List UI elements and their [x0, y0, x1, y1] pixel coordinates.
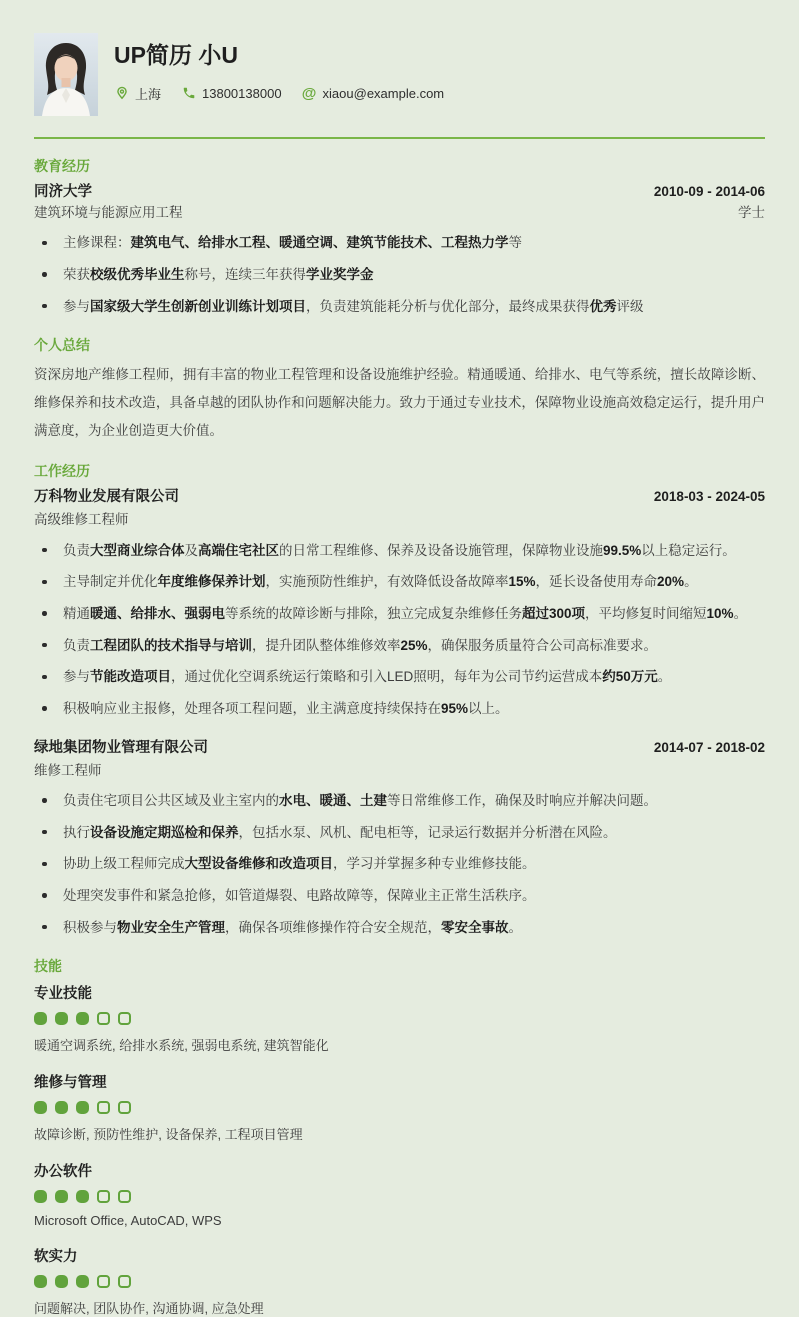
skill-name: 办公软件 — [34, 1164, 92, 1181]
company-name: 绿地集团物业管理有限公司 — [34, 739, 208, 756]
skill-detail: 故障诊断, 预防性维护, 设备保养, 工程项目管理 — [34, 1127, 303, 1143]
degree-name: 学士 — [738, 205, 765, 221]
summary-text: 资深房地产维修工程师，拥有丰富的物业工程管理和设备设施维护经验。精通暖通、给排水、电气等系统，擅长故障诊断、维修保养和技术改造，具备卓越的团队协作和问题解决能力。致力于通过专业技术，保障物业设施高效稳定运行，提升用户满意度，为企业创造更大价值。 — [34, 367, 765, 438]
jobs-container — [34, 487, 765, 939]
skill-block — [34, 1160, 765, 1228]
skill-name: 软实力 — [34, 1249, 78, 1266]
skill-block — [34, 1071, 765, 1143]
job-header-row — [34, 738, 765, 759]
skill-block — [34, 1245, 765, 1317]
bullet-item: 积极响应业主报修，处理各项工程问题，业主满意度持续保持在95%以上。 — [34, 698, 765, 721]
job-role: 高级维修工程师 — [34, 512, 129, 528]
skill-dot-empty — [97, 1190, 110, 1203]
skill-detail: 问题解决, 团队协作, 沟通协调, 应急处理 — [34, 1301, 264, 1317]
job-block — [34, 487, 765, 720]
header-divider — [34, 137, 765, 139]
skills-heading: 技能 — [34, 958, 62, 975]
education-major-row — [34, 203, 765, 223]
job-date: 2018-03 - 2024-05 — [653, 489, 765, 505]
resume-header — [34, 0, 765, 116]
contact-location — [114, 84, 161, 103]
skill-name: 专业技能 — [34, 986, 92, 1003]
major-name: 建筑环境与能源应用工程 — [34, 205, 183, 221]
skill-dot-filled — [55, 1275, 68, 1288]
skill-detail: 暖通空调系统, 给排水系统, 强弱电系统, 建筑智能化 — [34, 1038, 329, 1054]
skill-dot-filled — [55, 1012, 68, 1025]
bullet-item: 主修课程：建筑电气、给排水工程、暖通空调、建筑节能技术、工程热力学等 — [34, 232, 765, 255]
skill-name: 维修与管理 — [34, 1075, 107, 1092]
job-date: 2014-07 - 2018-02 — [653, 739, 765, 755]
skill-level-dots — [34, 1275, 765, 1288]
skill-dot-empty — [118, 1012, 131, 1025]
skill-level-dots — [34, 1012, 765, 1025]
section-education — [34, 156, 765, 318]
education-bullet-list — [34, 232, 765, 318]
at-icon: @ — [301, 84, 317, 102]
bullet-item: 协助上级工程师完成大型设备维修和改造项目，学习并掌握多种专业维修技能。 — [34, 853, 765, 876]
bullet-item: 执行设备设施定期巡检和保养，包括水泵、风机、配电柜等，记录运行数据并分析潜在风险。 — [34, 822, 765, 845]
school-name: 同济大学 — [34, 184, 92, 200]
skill-dot-empty — [97, 1101, 110, 1114]
skill-block — [34, 982, 765, 1054]
skill-dot-filled — [34, 1012, 47, 1025]
contact-email — [302, 86, 445, 101]
skill-dot-filled — [55, 1190, 68, 1203]
job-bullet-list — [34, 540, 765, 721]
skill-dot-filled — [76, 1101, 89, 1114]
bullet-item: 参与节能改造项目，通过优化空调系统运行策略和引入LED照明，每年为公司节约运营成本约50万元。 — [34, 666, 765, 689]
phone-icon — [181, 86, 196, 101]
bullet-item: 荣获校级优秀毕业生称号，连续三年获得学业奖学金 — [34, 264, 765, 287]
skill-dot-filled — [76, 1275, 89, 1288]
contact-phone — [181, 86, 282, 101]
skill-dot-empty — [118, 1275, 131, 1288]
skill-level-dots — [34, 1101, 765, 1114]
skill-dot-empty — [97, 1275, 110, 1288]
summary-heading: 个人总结 — [34, 337, 90, 354]
location-icon — [114, 86, 129, 101]
profile-photo — [34, 33, 98, 116]
education-school-row — [34, 182, 765, 203]
bullet-item: 负责住宅项目公共区域及业主室内的水电、暖通、土建等日常维修工作，确保及时响应并解决问题。 — [34, 790, 765, 813]
skill-dot-empty — [118, 1101, 131, 1114]
job-header-row — [34, 487, 765, 508]
company-name: 万科物业发展有限公司 — [34, 489, 179, 506]
skill-dot-filled — [76, 1190, 89, 1203]
skill-dot-filled — [34, 1275, 47, 1288]
bullet-item: 积极参与物业安全生产管理，确保各项维修操作符合安全规范，零安全事故。 — [34, 917, 765, 940]
skill-dot-empty — [118, 1190, 131, 1203]
bullet-item: 负责工程团队的技术指导与培训，提升团队整体维修效率25%，确保服务质量符合公司高标准要求。 — [34, 635, 765, 658]
skills-container — [34, 982, 765, 1317]
header-info — [114, 33, 444, 103]
bullet-item: 主导制定并优化年度维修保养计划，实施预防性维护，有效降低设备故障率15%，延长设备使用寿命20%。 — [34, 571, 765, 594]
section-summary — [34, 335, 765, 444]
portrait-photo-illustration — [34, 33, 98, 116]
bullet-item: 负责大型商业综合体及高端住宅社区的日常工程维修、保养及设备设施管理，保障物业设施99.5%以上稳定运行。 — [34, 540, 765, 563]
skill-dot-filled — [34, 1190, 47, 1203]
skill-dot-empty — [97, 1012, 110, 1025]
job-role: 维修工程师 — [34, 762, 102, 778]
work-heading: 工作经历 — [34, 463, 90, 480]
education-heading: 教育经历 — [34, 158, 90, 174]
phone-text: 13800138000 — [202, 85, 282, 101]
bullet-item: 精通暖通、给排水、强弱电等系统的故障诊断与排除，独立完成复杂维修任务超过300项，平均修复时间缩短10%。 — [34, 603, 765, 626]
section-skills — [34, 956, 765, 1317]
job-block — [34, 738, 765, 940]
skill-dot-filled — [76, 1012, 89, 1025]
email-text: xiaou@example.com — [322, 85, 445, 101]
skill-dot-filled — [34, 1101, 47, 1114]
bullet-item: 处理突发事件和紧急抢修，如管道爆裂、电路故障等，保障业主正常生活秩序。 — [34, 885, 765, 908]
candidate-name: UP简历 小U — [114, 42, 238, 68]
bullet-item: 参与国家级大学生创新创业训练计划项目，负责建筑能耗分析与优化部分，最终成果获得优秀评级 — [34, 296, 765, 319]
job-bullet-list — [34, 790, 765, 939]
education-date: 2010-09 - 2014-06 — [653, 184, 765, 199]
contact-row — [114, 84, 444, 103]
skill-detail: Microsoft Office, AutoCAD, WPS — [34, 1213, 222, 1229]
skill-dot-filled — [55, 1101, 68, 1114]
skill-level-dots — [34, 1190, 765, 1203]
section-work — [34, 461, 765, 939]
location-text: 上海 — [135, 86, 162, 102]
